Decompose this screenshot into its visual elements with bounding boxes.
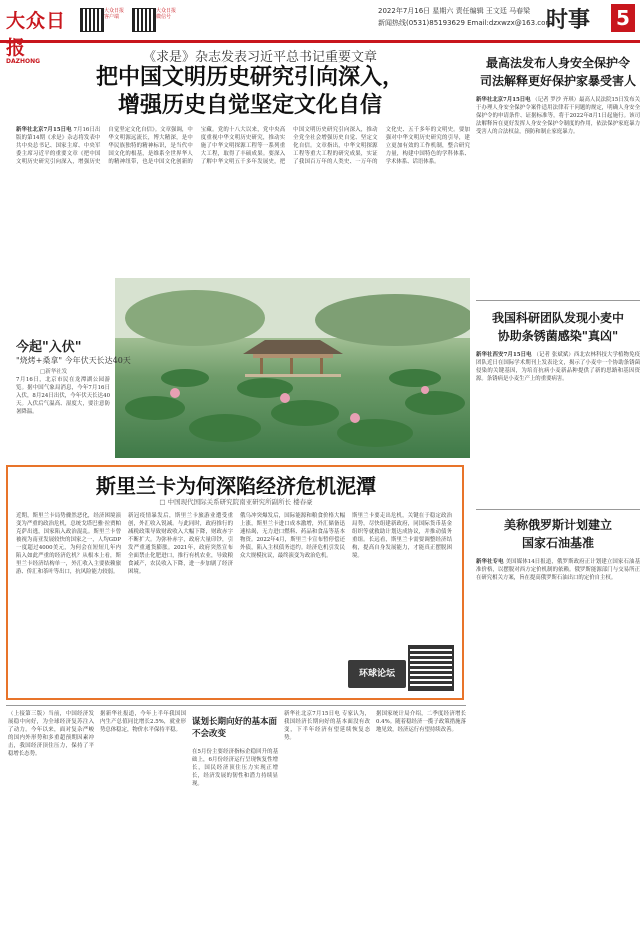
lower-col5: 据国家统计局介绍，二季度经济增长0.4%。随着稳经济一揽子政策措施落地见效，经济运行有望持续改善。 (376, 711, 466, 733)
photo-caption-title: 今起"入伏" (16, 340, 82, 355)
photo-caption-body: 7月16日，北京市民在龙潭湖公园游览。据中国气象局消息，今年7月16日入伏，8月24日出伏，今年伏天长达40天。入伏后气温高、湿度大，要注意防暑降温。 (16, 377, 110, 415)
feature-byline: □ 中国现代国际关系研究院南亚研究所副所长 楼春豪 (159, 498, 313, 506)
lotus-photo (115, 278, 470, 458)
feature-col3: 俄乌冲突爆发后，国际能源和粮食价格大幅上涨，斯里兰卡进口成本激增，外汇储备迅速枯竭，无力进口燃料、药品和食品等基本物资。2022年4月，斯里兰卡宣布暂停偿还外债，陷入主权债务违约。经济危机引发民众大规模抗议，最终演变为政治危机。 (240, 513, 345, 559)
lower-col4: 新华社北京7月15日电 专家认为，我国经济长期向好的基本面没有改变，下半年经济有望延续恢复态势。 (284, 711, 370, 741)
story2-title-line1: 我国科研团队发现小麦中 (491, 311, 624, 325)
lead-dateline: 新华社北京7月15日电 (16, 127, 72, 133)
lower-col1: （上接第三版）当前，中国经济发展稳中向好，为全球经济复苏注入了动力。今年以来，面对复杂严峻的国内外形势和多重超预期因素冲击，我国经济顶住压力，保持了平稳增长态势。 (8, 711, 94, 757)
contact-line: 新闻热线(0531)85193629 Email:dzxwzx@163.com (378, 19, 553, 27)
story2-body: 新华社西安7月15日电 （记者 张斌斌）西北农林科技大学植物免疫团队近日在国际学术期刊上发表论文，揭示了小麦中一个协助条锈菌侵染的关键基因，为培育抗病小麦新品种提供了新的思路和基因资源。条锈病是小麦生产上的重要病害。 (476, 352, 640, 382)
story3-title-line1: 美称俄罗斯计划建立 (503, 518, 612, 532)
qr-code-icon (408, 645, 454, 691)
newspaper-logo: 大众日报 DAZHONG (6, 10, 67, 65)
photo-caption-block (16, 336, 110, 355)
lower-subheading: 谋划长期向好的基本面不会改变 (192, 717, 278, 739)
qr-label-wechat: 大众日报 微信号 (156, 8, 177, 20)
section-title: 时事 (546, 8, 591, 33)
story1-title-line1: 最高法发布人身安全保护令 (485, 56, 630, 70)
qr-code-icon (132, 8, 156, 32)
lower-col2: 据新华社报道，今年上半年我国国内生产总值同比增长2.5%，就业形势总体稳定，物价水平保持平稳。 (100, 711, 186, 733)
pavilion (243, 340, 343, 377)
feature-col4: 斯里兰卡要走出危机，关键在于稳定政治局势，尽快组建新政府，同国际货币基金组织等就救助计划达成协议，并推动债务重组。长远看，斯里兰卡需要调整经济结构，提高自身发展能力，才能真正摆脱困境。 (352, 513, 452, 559)
lead-body (16, 126, 470, 274)
divider (476, 509, 640, 510)
story1-body: 新华社北京7月15日电 （记者 罗沙 齐琪）最高人民法院15日发布关于办理人身安全保护令案件适用法律若干问题的规定，明确人身安全保护令的申请条件、证据标准等，将于2022年8月1日起施行。该司法解释旨在更好发挥人身安全保护令制度的作用，依法保护家庭暴力受害人的合法权益，预防和制止家庭暴力。 (476, 97, 640, 135)
column-badge: 环球论坛 (348, 660, 406, 688)
lower-col3: 在5月份主要经济指标企稳回升的基础上，6月份经济运行呈现恢复性增长，国民经济顶住压力实现正增长，经济发展的韧性和潜力持续显现。 (192, 749, 278, 787)
qr-label-client: 大众日报 客户端 (104, 8, 125, 20)
lotus-pond-illustration (115, 278, 470, 458)
photo-caption-credit: □新华社发 (40, 369, 68, 375)
right-column (476, 40, 640, 888)
lead-headline-line2: 增强历史自觉坚定文化自信 (117, 93, 382, 118)
qr-code-icon (80, 8, 104, 32)
story1-title-line2: 司法解释更好保护家暴受害人 (479, 74, 636, 88)
divider (6, 705, 466, 706)
story2-title-line2: 协助条锈菌感染"真凶" (497, 329, 619, 343)
lead-headline-line1: 把中国文明历史研究引向深入， (95, 65, 404, 90)
date-line: 2022年7月16日 星期六 责任编辑 王文廷 马春梁 (378, 7, 531, 15)
lead-body-text: 7月16日出版的第14期《求是》杂志将发表中共中央总书记、国家主席、中央军委主席习近平的重要文章《把中国文明历史研究引向深入，增强历史自觉坚定文化自信》。文章强调，中华文明源远流长，博大精深，是中华民族独特的精神标识，是当代中国文化的根基，是维系全世界华人的精神纽带，也是中国文化创新的宝藏。党的十八大以来，党中央高度重视中华文明历史研究，推动实施了中华文明探源工程等一系列重大工程，取得了丰硕成果。要深入了解中华文明五千多年发展史，把中国文明历史研究引向深入，推动全党全社会增强历史自觉、坚定文化自信。文章指出，中华文明探源工程等重大工程的研究成果，实证了我国百万年的人类史、一万年的文化史、五千多年的文明史。要加强对中华文明历史研究的引导，建立更加有效的工作机制，整合研究力量，构建中国特色的学科体系、学术体系、话语体系。 (16, 127, 470, 165)
page-number: 5 (611, 4, 635, 32)
divider (476, 300, 640, 301)
story3-body: 新华社专电 美国媒体14日报道，俄罗斯政府正计划建立国家石油基准价格，以摆脱对西方定价机制的依赖。俄罗斯能源部门与交易所正在研究相关方案，旨在提高俄罗斯石油出口的定价自主权。 (476, 559, 640, 581)
lead-headline (20, 64, 480, 120)
story3-title-line2: 国家石油基准 (521, 536, 594, 550)
feature-col2: 新冠疫情暴发后，斯里兰卡旅游业遭受重创，外汇收入锐减。与此同时，政府推行的减税政策导致财政收入大幅下降，财政赤字不断扩大。为弥补赤字，政府大量印钞，引发严重通货膨胀。2021年，政府突然宣布全面禁止化肥进口，推行有机农业，导致粮食减产，农民收入下降，进一步加剧了经济困境。 (128, 513, 233, 575)
feature-title: 斯里兰卡为何深陷经济危机泥潭 (96, 474, 376, 498)
lead-kicker: 《求是》杂志发表习近平总书记重要文章 (142, 50, 377, 65)
photo-caption-subtitle: "烧烤+桑拿" 今年伏天长达40天 (16, 356, 131, 365)
feature-col1: 近期，斯里兰卡局势骤然恶化，经济困境演变为严重的政治危机，总统戈塔巴雅·拉贾帕克萨出逃，国家陷入政治混乱。斯里兰卡曾被视为南亚发展较快的国家之一，人均GDP一度超过4000美元，为何会在短短几年内陷入如此严重的经济危机？从根本上看，斯里兰卡经济结构单一，外汇收入主要依赖旅游、侨汇和茶叶等出口，抗风险能力较弱。 (16, 513, 121, 575)
